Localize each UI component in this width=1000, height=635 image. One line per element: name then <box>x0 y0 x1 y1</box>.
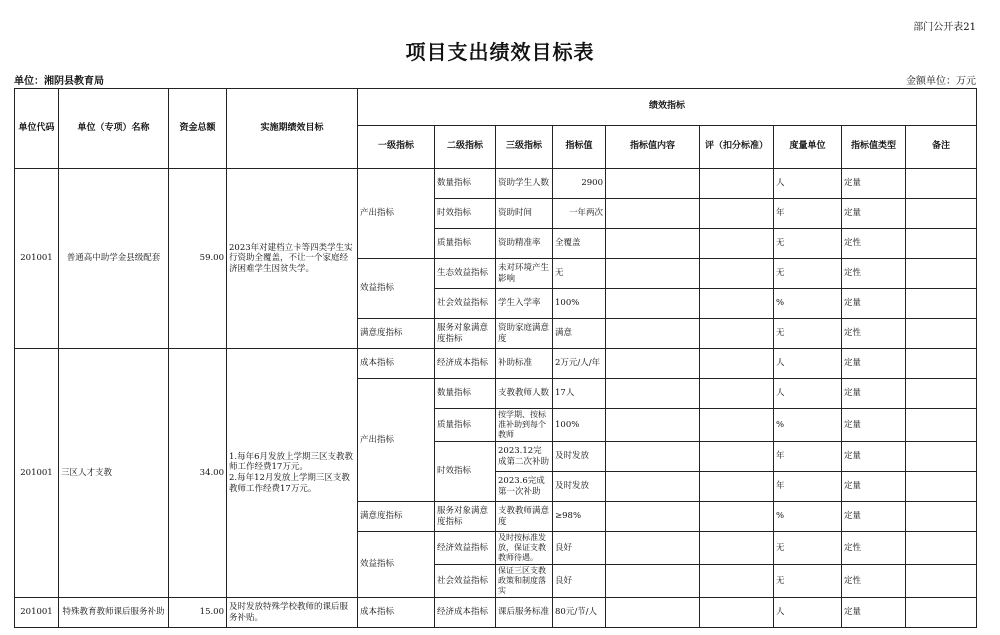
level2-cell: 时效指标 <box>435 442 496 502</box>
value-content-cell <box>606 349 700 379</box>
value-type-cell: 定量 <box>842 442 906 472</box>
header-value: 指标值 <box>553 126 606 169</box>
level2-cell: 质量指标 <box>435 409 496 442</box>
value-cell: 无 <box>553 259 606 289</box>
unit-code-cell: 201001 <box>15 169 59 349</box>
measure-unit-cell: 无 <box>774 319 842 349</box>
funds-cell: 59.00 <box>169 169 227 349</box>
measure-unit-cell: 人 <box>774 169 842 199</box>
table-row <box>15 598 977 628</box>
remark-cell <box>906 442 977 472</box>
scoring-cell <box>700 598 774 628</box>
remark-cell <box>906 259 977 289</box>
value-content-cell <box>606 442 700 472</box>
measure-unit-cell: % <box>774 502 842 532</box>
level3-cell: 资助家庭满意度 <box>496 319 553 349</box>
value-cell: 全覆盖 <box>553 229 606 259</box>
scoring-cell <box>700 229 774 259</box>
table-row <box>15 349 977 379</box>
value-type-cell: 定量 <box>842 472 906 502</box>
header-scoring: 评（扣分标准） <box>700 126 774 169</box>
value-type-cell: 定量 <box>842 409 906 442</box>
level3-cell: 学生入学率 <box>496 289 553 319</box>
header-total-funds: 资金总额 <box>169 89 227 169</box>
value-cell: 一年两次 <box>553 199 606 229</box>
level2-cell: 社会效益指标 <box>435 289 496 319</box>
value-type-cell: 定量 <box>842 289 906 319</box>
value-cell: 良好 <box>553 532 606 565</box>
value-content-cell <box>606 532 700 565</box>
level3-cell: 资助时间 <box>496 199 553 229</box>
header-level1: 一级指标 <box>358 126 435 169</box>
level3-cell: 支教教师人数 <box>496 379 553 409</box>
value-type-cell: 定量 <box>842 169 906 199</box>
level2-cell: 服务对象满意度指标 <box>435 319 496 349</box>
header-project-name: 单位（专项）名称 <box>59 89 169 169</box>
level2-cell: 经济成本指标 <box>435 598 496 628</box>
funds-cell: 34.00 <box>169 349 227 598</box>
value-cell: 100% <box>553 409 606 442</box>
value-cell: 80元/节/人 <box>553 598 606 628</box>
measure-unit-cell: 人 <box>774 379 842 409</box>
value-content-cell <box>606 379 700 409</box>
measure-unit-cell: 无 <box>774 565 842 598</box>
scoring-cell <box>700 409 774 442</box>
scoring-cell <box>700 169 774 199</box>
header-unit-code: 单位代码 <box>15 89 59 169</box>
value-content-cell <box>606 502 700 532</box>
level1-cell: 效益指标 <box>358 259 435 319</box>
level2-cell: 质量指标 <box>435 229 496 259</box>
level1-cell: 产出指标 <box>358 169 435 259</box>
goal-cell: 1.每年6月发放上学期三区支教教师工作经费17万元。 2.每年12月发放上学期三区支教教师工作经费17万元。 <box>227 349 358 598</box>
level2-cell: 经济成本指标 <box>435 349 496 379</box>
scoring-cell <box>700 565 774 598</box>
scoring-cell <box>700 199 774 229</box>
level1-cell: 成本指标 <box>358 349 435 379</box>
level2-cell: 生态效益指标 <box>435 259 496 289</box>
header-measure-unit: 度量单位 <box>774 126 842 169</box>
unit-code-cell: 201001 <box>15 349 59 598</box>
value-cell: 及时发放 <box>553 472 606 502</box>
value-content-cell <box>606 199 700 229</box>
amount-unit-label: 金额单位：万元 <box>906 76 976 87</box>
remark-cell <box>906 502 977 532</box>
remark-cell <box>906 472 977 502</box>
level3-cell: 资助精准率 <box>496 229 553 259</box>
value-cell: 100% <box>553 289 606 319</box>
remark-cell <box>906 379 977 409</box>
remark-cell <box>906 532 977 565</box>
funds-cell: 15.00 <box>169 598 227 628</box>
level2-cell: 数量指标 <box>435 379 496 409</box>
remark-cell <box>906 565 977 598</box>
value-cell: 及时发放 <box>553 442 606 472</box>
header-value-content: 指标值内容 <box>606 126 700 169</box>
level3-cell: 未对环境产生影响 <box>496 259 553 289</box>
remark-cell <box>906 169 977 199</box>
project-name-cell: 三区人才支教 <box>59 349 169 598</box>
value-cell: 满意 <box>553 319 606 349</box>
remark-cell <box>906 598 977 628</box>
value-cell: 17人 <box>553 379 606 409</box>
level3-cell: 2023.12完成第二次补助 <box>496 442 553 472</box>
value-cell: 良好 <box>553 565 606 598</box>
measure-unit-cell: % <box>774 289 842 319</box>
value-type-cell: 定性 <box>842 259 906 289</box>
remark-cell <box>906 229 977 259</box>
scoring-cell <box>700 472 774 502</box>
value-content-cell <box>606 409 700 442</box>
remark-cell <box>906 199 977 229</box>
unit-code-cell: 201001 <box>15 598 59 628</box>
level3-cell: 按学期、按标准补助到每个教师 <box>496 409 553 442</box>
scoring-cell <box>700 289 774 319</box>
value-type-cell: 定量 <box>842 502 906 532</box>
scoring-cell <box>700 349 774 379</box>
header-value-type: 指标值类型 <box>842 126 906 169</box>
measure-unit-cell: % <box>774 409 842 442</box>
level1-cell: 效益指标 <box>358 532 435 598</box>
level1-cell: 满意度指标 <box>358 502 435 532</box>
remark-cell <box>906 409 977 442</box>
measure-unit-cell: 人 <box>774 598 842 628</box>
value-content-cell <box>606 289 700 319</box>
value-type-cell: 定性 <box>842 229 906 259</box>
value-cell: 2900 <box>553 169 606 199</box>
remark-cell <box>906 349 977 379</box>
value-type-cell: 定量 <box>842 379 906 409</box>
page-title: 项目支出绩效目标表 <box>405 40 595 64</box>
unit-label: 单位：湘阴县教育局 <box>14 76 104 87</box>
value-type-cell: 定性 <box>842 565 906 598</box>
value-content-cell <box>606 319 700 349</box>
header-goal: 实施期绩效目标 <box>227 89 358 169</box>
level2-cell: 经济效益指标 <box>435 532 496 565</box>
header-level3: 三级指标 <box>496 126 553 169</box>
scoring-cell <box>700 502 774 532</box>
level3-cell: 课后服务标准 <box>496 598 553 628</box>
scoring-cell <box>700 379 774 409</box>
level2-cell: 服务对象满意度指标 <box>435 502 496 532</box>
project-name-cell: 特殊教育教师课后服务补助 <box>59 598 169 628</box>
scoring-cell <box>700 532 774 565</box>
value-type-cell: 定量 <box>842 598 906 628</box>
value-content-cell <box>606 472 700 502</box>
remark-cell <box>906 289 977 319</box>
level3-cell: 资助学生人数 <box>496 169 553 199</box>
level3-cell: 补助标准 <box>496 349 553 379</box>
measure-unit-cell: 年 <box>774 472 842 502</box>
performance-target-table <box>14 88 977 628</box>
header-row-1 <box>15 89 977 126</box>
goal-cell: 2023年对建档立卡等四类学生实行资助全覆盖，不让一个家庭经济困难学生因贫失学。 <box>227 169 358 349</box>
table-row <box>15 169 977 199</box>
level2-cell: 社会效益指标 <box>435 565 496 598</box>
value-content-cell <box>606 598 700 628</box>
value-content-cell <box>606 229 700 259</box>
level1-cell: 满意度指标 <box>358 319 435 349</box>
value-type-cell: 定性 <box>842 532 906 565</box>
level1-cell: 成本指标 <box>358 598 435 628</box>
scoring-cell <box>700 442 774 472</box>
value-cell: 2万元/人/年 <box>553 349 606 379</box>
scoring-cell <box>700 319 774 349</box>
value-content-cell <box>606 565 700 598</box>
page-reference: 部门公开表21 <box>913 22 976 33</box>
value-type-cell: 定量 <box>842 199 906 229</box>
measure-unit-cell: 年 <box>774 442 842 472</box>
value-content-cell <box>606 259 700 289</box>
level3-cell: 2023.6完成第一次补助 <box>496 472 553 502</box>
level1-cell: 产出指标 <box>358 379 435 502</box>
remark-cell <box>906 319 977 349</box>
header-indicators: 绩效指标 <box>358 89 977 126</box>
level2-cell: 时效指标 <box>435 199 496 229</box>
measure-unit-cell: 无 <box>774 229 842 259</box>
level3-cell: 保证三区支教政策和制度落实 <box>496 565 553 598</box>
header-remark: 备注 <box>906 126 977 169</box>
measure-unit-cell: 人 <box>774 349 842 379</box>
measure-unit-cell: 无 <box>774 259 842 289</box>
level3-cell: 及时按标准发放，保证支教教师待遇。 <box>496 532 553 565</box>
value-type-cell: 定量 <box>842 349 906 379</box>
value-cell: ≥98% <box>553 502 606 532</box>
project-name-cell: 普通高中助学金县级配套 <box>59 169 169 349</box>
measure-unit-cell: 无 <box>774 532 842 565</box>
header-level2: 二级指标 <box>435 126 496 169</box>
value-type-cell: 定性 <box>842 319 906 349</box>
level3-cell: 支教教师满意度 <box>496 502 553 532</box>
goal-cell: 及时发放特殊学校教师的课后服务补贴。 <box>227 598 358 628</box>
value-content-cell <box>606 169 700 199</box>
scoring-cell <box>700 259 774 289</box>
level2-cell: 数量指标 <box>435 169 496 199</box>
measure-unit-cell: 年 <box>774 199 842 229</box>
